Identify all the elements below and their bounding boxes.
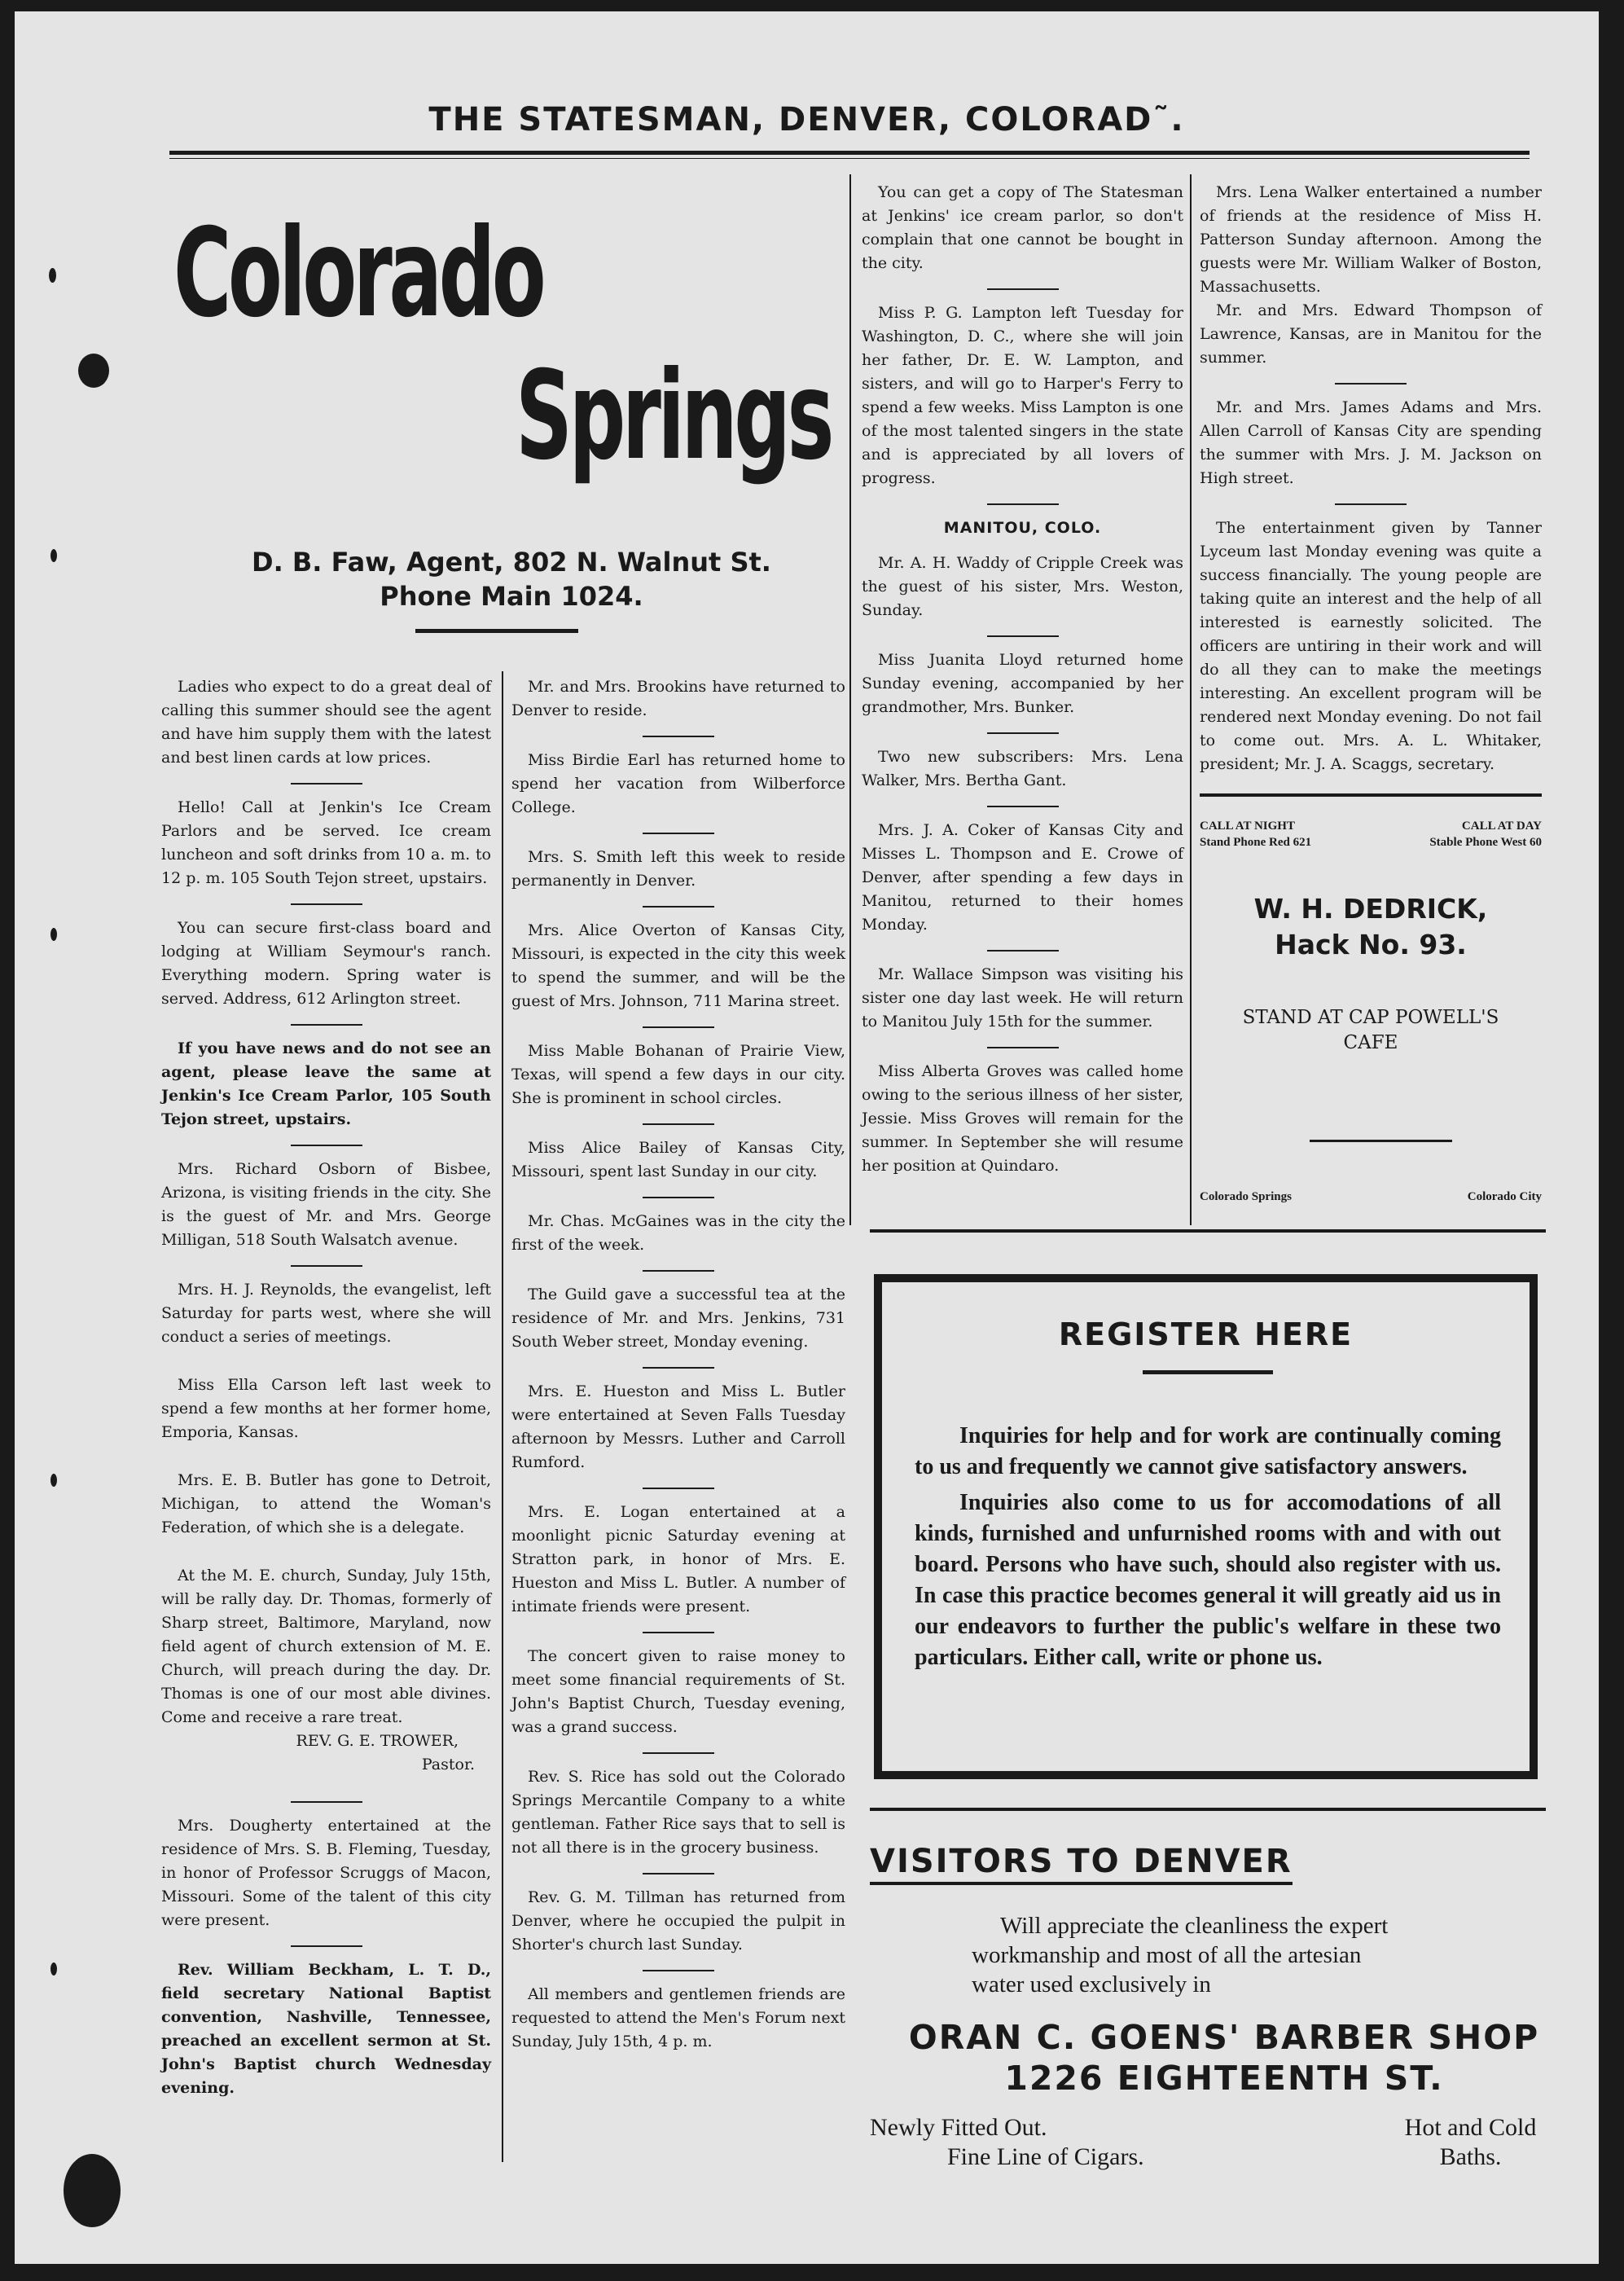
binding-hole	[50, 1962, 57, 1976]
night-phone: Stand Phone Red 621	[1200, 836, 1312, 849]
agent-info	[178, 545, 845, 613]
news-item: Mrs. S. Smith left this week to reside permanently in Denver.	[511, 848, 845, 890]
barber-right-line2: Baths.	[1439, 2143, 1502, 2170]
column-divider	[1190, 174, 1192, 1225]
visitors-heading: VISITORS TO DENVER	[870, 1843, 1293, 1885]
news-item: Mrs. Richard Osborn of Bisbee, Arizona, is visiting friends in the city. She is the guest of Mr. and Mrs. George Milligan, 518 South Walsatch avenue.	[161, 1160, 491, 1249]
column-3	[862, 181, 1183, 1202]
news-item: Mrs. Lena Walker entertained a number of friends at the residence of Miss H. Patterson Sunday afternoon. Among the guests were Mr. William Walker of Boston, Massachusetts.	[1200, 183, 1542, 296]
news-item: Mr. Chas. McGaines was in the city the first of the week.	[511, 1212, 845, 1254]
section-rule	[870, 1808, 1546, 1811]
visitors-line: Will appreciate the cleanliness the expert	[1000, 1913, 1389, 1939]
news-item: Mr. and Mrs. Edward Thompson of Lawrence, Kansas, are in Manitou for the summer.	[1200, 301, 1542, 367]
masthead: THE STATESMAN, DENVER, COLORAD˜.	[428, 101, 1185, 138]
news-item: Rev. G. M. Tillman has returned from Denver, where he occupied the pulpit in Shorter's church last Sunday.	[511, 1888, 845, 1954]
signature	[161, 1729, 475, 1777]
column-divider	[502, 671, 503, 2162]
news-item: Mrs. Alice Overton of Kansas City, Missouri, is expected in the city this week to spend the summer, and will be the guest of Mrs. Johnson, 711 Marina street.	[511, 921, 845, 1010]
news-item: Miss Juanita Lloyd returned home Sunday evening, accompanied by her grandmother, Mrs. Bunker.	[862, 651, 1183, 716]
news-item: Rev. S. Rice has sold out the Colorado Springs Mercantile Company to a white gentleman. Father Rice says that to sell is not all there is in the grocery business.	[511, 1768, 845, 1857]
binding-hole	[78, 354, 109, 388]
news-item: All members and gentlemen friends are requested to attend the Men's Forum next Sunday, July 15th, 4 p. m.	[511, 1985, 845, 2050]
news-item: You can get a copy of The Statesman at Jenkins' ice cream parlor, so don't complain that one cannot be bought in the city.	[862, 183, 1183, 272]
news-item: The concert given to raise money to meet some financial requirements of St. John's Baptist Church, Tuesday evening, was a grand success.	[511, 1647, 845, 1736]
barber-left-line2: Fine Line of Cigars.	[947, 2143, 1144, 2170]
binding-hole	[49, 268, 56, 283]
masthead-rule-thin	[169, 158, 1530, 159]
left-city: Colorado Springs	[1200, 1190, 1292, 1203]
news-item: Miss Mable Bohanan of Prairie View, Texas, will spend a few days in our city. She is prominent in school circles.	[511, 1042, 845, 1107]
ad-rule	[1200, 793, 1542, 797]
dedrick-name: W. H. DEDRICK,	[1253, 893, 1488, 925]
news-item: Rev. William Beckham, L. T. D., field secretary National Baptist convention, Nashville, Tennessee, preached an excellent sermon at St. John's Baptist church Wednesday evening.	[161, 1961, 491, 2097]
barber-name: ORAN C. GOENS' BARBER SHOP	[908, 2018, 1540, 2057]
agent-rule	[415, 629, 578, 633]
news-item: Mrs. E. B. Butler has gone to Detroit, Michigan, to attend the Woman's Federation, of which she is a delegate.	[161, 1471, 491, 1536]
column-1	[161, 675, 491, 2125]
night-label: CALL AT NIGHT	[1200, 820, 1295, 833]
night-contact	[1200, 818, 1311, 850]
column-2	[511, 675, 845, 2078]
news-item: At the M. E. church, Sunday, July 15th, will be rally day. Dr. Thomas, formerly of Sharp street, Baltimore, Maryland, now field agent of church extension of M. E. Church, will preach during the day. Dr. Thomas is one of our most able divines. Come and receive a rare treat.	[161, 1567, 491, 1726]
day-contact	[1429, 818, 1542, 850]
manitou-heading: MANITOU, COLO.	[943, 519, 1102, 537]
news-item: Mrs. J. A. Coker of Kansas City and Misses L. Thompson and E. Crowe of Denver, after spending a few days in Manitou, returned to their homes Monday.	[862, 821, 1183, 934]
news-item: The entertainment given by Tanner Lyceum last Monday evening was quite a success financially. The young people are taking quite an interest and the help of all interested is earnestly solicited. The officers are untiring in their work and will do all they can to make the meetings interesting. An excellent program will be rendered next Monday evening. Do not fail to come out. Mrs. A. L. Whitaker, president; Mr. J. A. Scaggs, secretary.	[1200, 519, 1542, 773]
visitors-line: workmanship and most of all the artesian	[972, 1942, 1362, 1968]
register-paragraph: Inquiries for help and for work are continually coming to us and frequently we cannot give satisfactory answers.	[915, 1423, 1501, 1479]
news-item: Two new subscribers: Mrs. Lena Walker, Mrs. Bertha Gant.	[862, 748, 1183, 789]
register-paragraph: Inquiries also come to us for accomodations of all kinds, furnished and unfurnished rooms with and with out board. Persons who have such, should also register with us. In case this practice becomes general it will greatly aid us in our endeavors to further the public's welfare in these two particulars. Either call, write or phone us.	[915, 1490, 1501, 1670]
news-item: Mrs. H. J. Reynolds, the evangelist, left Saturday for parts west, where she will conduct a series of meetings.	[161, 1281, 491, 1346]
column-divider	[849, 174, 851, 1225]
agent-phone: Phone Main 1024.	[380, 581, 643, 612]
barber-right-line1: Hot and Cold	[1404, 2114, 1537, 2141]
section-rule	[870, 1229, 1546, 1233]
register-ad	[874, 1274, 1538, 1779]
binding-hole	[50, 928, 57, 941]
news-item: The Guild gave a successful tea at the residence of Mr. and Mrs. Jenkins, 731 South Weber street, Monday evening.	[511, 1286, 845, 1351]
news-item: Mr. and Mrs. James Adams and Mrs. Allen Carroll of Kansas City are spending the summer with Mrs. J. M. Jackson on High street.	[1200, 398, 1542, 487]
stand-line2: CAFE	[1343, 1032, 1398, 1053]
binding-hole	[50, 1474, 57, 1487]
news-item: Mrs. Dougherty entertained at the residence of Mrs. S. B. Fleming, Tuesday, in honor of Professor Scruggs of Macon, Missouri. Some of the talent of this city were present.	[161, 1817, 491, 1929]
news-item: Miss Ella Carson left last week to spend a few months at her former home, Emporia, Kansas.	[161, 1376, 491, 1441]
barber-address: 1226 EIGHTEENTH ST.	[1004, 2059, 1444, 2098]
news-item: If you have news and do not see an agent, please leave the same at Jenkin's Ice Cream Parlor, 105 South Tejon street, upstairs.	[161, 1039, 491, 1128]
section-title-line1: Colorado	[173, 203, 543, 345]
section-title-line2: Springs	[516, 345, 832, 487]
barber-left	[870, 2113, 1144, 2172]
news-item: Ladies who expect to do a great deal of calling this summer should see the agent and have him supply them with the latest and best linen cards at low prices.	[161, 678, 491, 767]
dedrick-ad	[1200, 818, 1542, 1209]
news-item: Miss Birdie Earl has returned home to spend her vacation from Wilberforce College.	[511, 751, 845, 816]
stand-line1: STAND AT CAP POWELL'S	[1242, 1007, 1499, 1028]
register-heading: REGISTER HERE	[1058, 1316, 1354, 1352]
signature-name: REV. G. E. TROWER,	[296, 1732, 459, 1750]
day-phone: Stable Phone West 60	[1429, 836, 1542, 849]
dedrick-hack: Hack No. 93.	[1275, 929, 1467, 960]
binding-hole	[50, 549, 57, 562]
news-item: Mr. Wallace Simpson was visiting his sister one day last week. He will return to Manitou July 15th for the summer.	[862, 965, 1183, 1031]
column-4	[1200, 181, 1542, 801]
signature-title: Pastor.	[421, 1756, 475, 1773]
register-body	[915, 1421, 1501, 1678]
register-rule	[1143, 1370, 1273, 1374]
news-item: Miss Alberta Groves was called home owing to the serious illness of her sister, Jessie. Miss Groves will remain for the summer. In September she will resume her position at Quindaro.	[862, 1062, 1183, 1175]
news-item: You can secure first-class board and lodging at William Seymour's ranch. Everything modern. Spring water is served. Address, 612 Arlington street.	[161, 919, 491, 1008]
barber-shop	[870, 2017, 1578, 2099]
news-item: Mrs. E. Logan entertained at a moonlight picnic Saturday evening at Stratton park, in honor of Mrs. E. Hueston and Miss L. Butler. A number of intimate friends were present.	[511, 1503, 845, 1615]
masthead-rule	[169, 151, 1530, 155]
barber-right	[1391, 2113, 1550, 2172]
visitors-body	[972, 1911, 1460, 1999]
ad-rule	[1310, 1140, 1452, 1142]
news-item: Miss Alice Bailey of Kansas City, Missouri, spent last Sunday in our city.	[511, 1139, 845, 1180]
binding-hole	[64, 2154, 121, 2227]
dedrick-stand	[1200, 1005, 1542, 1056]
news-item: Hello! Call at Jenkin's Ice Cream Parlors and be served. Ice cream luncheon and soft drinks from 10 a. m. to 12 p. m. 105 South Tejon street, upstairs.	[161, 798, 491, 887]
right-city: Colorado City	[1467, 1190, 1542, 1203]
day-label: CALL AT DAY	[1461, 820, 1542, 833]
news-item: Miss P. G. Lampton left Tuesday for Washington, D. C., where she will join her father, Dr. E. W. Lampton, and sisters, and will go to Harper's Ferry to spend a few weeks. Miss Lampton is one of the most talented singers in the state and is appreciated by all lovers of progress.	[862, 304, 1183, 487]
newspaper-page	[15, 11, 1599, 2264]
agent-address: D. B. Faw, Agent, 802 N. Walnut St.	[252, 547, 771, 578]
barber-left-line1: Newly Fitted Out.	[870, 2114, 1047, 2141]
news-item: Mr. and Mrs. Brookins have returned to Denver to reside.	[511, 678, 845, 719]
news-item: Mr. A. H. Waddy of Cripple Creek was the guest of his sister, Mrs. Weston, Sunday.	[862, 554, 1183, 619]
visitors-line: water used exclusively in	[972, 1971, 1211, 1998]
news-item: Mrs. E. Hueston and Miss L. Butler were entertained at Seven Falls Tuesday afternoon by Messrs. Luther and Carroll Rumford.	[511, 1382, 845, 1471]
